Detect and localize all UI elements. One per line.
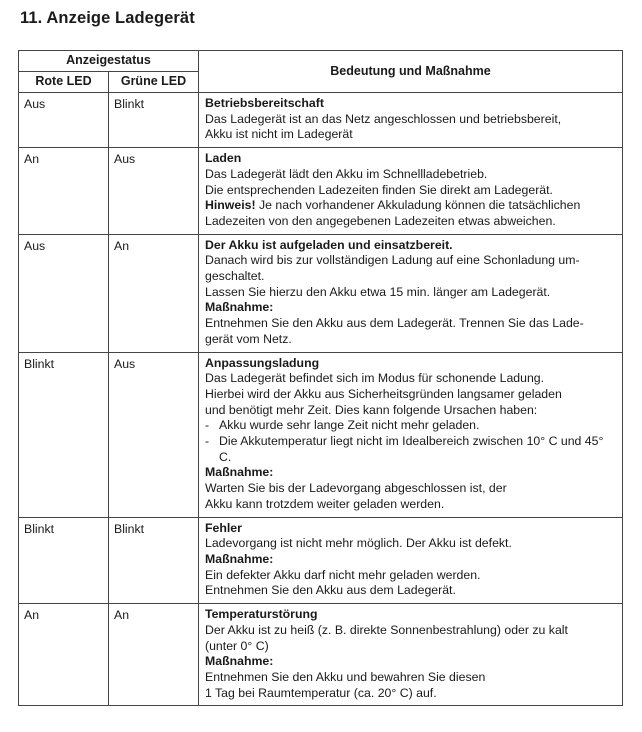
row-heading: Anpassungsladung (205, 355, 320, 370)
header-gruene-led: Grüne LED (109, 72, 199, 93)
note-line: Ladezeiten von den angegebenen Ladezeiten etwas abweichen. (205, 213, 556, 228)
row-heading: Betriebsbereitschaft (205, 96, 324, 110)
header-anzeigestatus: Anzeigestatus (19, 51, 199, 72)
description-line: Lassen Sie hierzu den Akku etwa 15 min. länger am Ladegerät. (205, 284, 551, 299)
bullet-dash: - (205, 418, 210, 433)
green-led-status: An (109, 604, 199, 706)
description-line: und benötigt mehr Zeit. Dies kann folgende Ursachen haben: (205, 402, 538, 417)
description-line: Die entsprechenden Ladezeiten finden Sie direkt am Ladegerät. (205, 182, 553, 197)
red-led-status: An (19, 148, 109, 235)
measure-label: Maßnahme: (205, 551, 274, 566)
description-line: geschaltet. (205, 269, 265, 284)
meaning-cell (199, 93, 623, 148)
description-line: Das Ladegerät befindet sich im Modus für schonende Ladung. (205, 371, 545, 386)
description-line: Das Ladegerät lädt den Akku im Schnellladebetrieb. (205, 166, 488, 181)
description-line: Der Akku ist zu heiß (z. B. direkte Sonnenbestrahlung) oder zu kalt (205, 622, 568, 637)
page-title: 11. Anzeige Ladegerät (20, 9, 195, 27)
measure-line: Warten Sie bis der Ladevorgang abgeschlossen ist, der (205, 481, 507, 496)
led-status-table (18, 50, 623, 706)
description-line: (unter 0° C) (205, 638, 269, 653)
header-bedeutung: Bedeutung und Maßnahme (199, 51, 623, 93)
green-led-status: Blinkt (109, 93, 199, 148)
header-rote-led: Rote LED (19, 72, 109, 93)
measure-line: Entnehmen Sie den Akku aus dem Ladegerät. (205, 583, 456, 598)
green-led-status: Blinkt (109, 517, 199, 604)
bullet-text: Die Akkutemperatur liegt nicht im Idealbereich zwischen 10° C und 45° C. (219, 434, 604, 464)
bullet-item (205, 418, 616, 434)
table-row (19, 352, 623, 517)
measure-label: Maßnahme: (205, 300, 274, 315)
description-line: Hierbei wird der Akku aus Sicherheitsgründen langsamer geladen (205, 386, 562, 401)
bullet-text: Akku wurde sehr lange Zeit nicht mehr geladen. (219, 418, 480, 433)
table-row (19, 148, 623, 235)
measure-line: Akku kann trotzdem weiter geladen werden. (205, 496, 445, 511)
measure-label: Maßnahme: (205, 654, 274, 669)
red-led-status: An (19, 604, 109, 706)
table-row (19, 517, 623, 604)
description-line: Akku ist nicht im Ladegerät (205, 127, 353, 142)
measure-line: 1 Tag bei Raumtemperatur (ca. 20° C) auf. (205, 685, 437, 700)
table-row (19, 234, 623, 352)
green-led-status: Aus (109, 148, 199, 235)
measure-line: Ein defekter Akku darf nicht mehr geladen werden. (205, 567, 481, 582)
green-led-status: An (109, 234, 199, 352)
red-led-status: Blinkt (19, 517, 109, 604)
table-row (19, 604, 623, 706)
green-led-status: Aus (109, 352, 199, 517)
red-led-status: Aus (19, 234, 109, 352)
measure-line: gerät vom Netz. (205, 331, 292, 346)
measure-line: Entnehmen Sie den Akku und bewahren Sie diesen (205, 669, 486, 684)
note-text: Je nach vorhandener Akkuladung können die tatsächlichen (255, 198, 581, 213)
description-line: Das Ladegerät ist an das Netz angeschlossen und betriebsbereit, (205, 111, 562, 126)
meaning-cell (199, 604, 623, 706)
meaning-cell (199, 517, 623, 604)
row-heading: Der Akku ist aufgeladen und einsatzbereit. (205, 237, 453, 252)
bullet-dash: - (205, 434, 210, 449)
measure-label: Maßnahme: (205, 465, 274, 480)
note-label: Hinweis! (205, 198, 256, 213)
table-row (19, 93, 623, 148)
meaning-cell (199, 148, 623, 235)
meaning-cell (199, 352, 623, 517)
description-line: Ladevorgang ist nicht mehr möglich. Der Akku ist defekt. (205, 536, 512, 551)
meaning-cell (199, 234, 623, 352)
description-line: Danach wird bis zur vollständigen Ladung auf eine Schonladung um- (205, 253, 580, 268)
row-heading: Laden (205, 151, 242, 166)
bullet-item (205, 434, 616, 465)
note-line (205, 198, 616, 214)
red-led-status: Aus (19, 93, 109, 148)
measure-line: Entnehmen Sie den Akku aus dem Ladegerät. Trennen Sie das Lade- (205, 316, 584, 331)
row-heading: Temperaturstörung (205, 607, 318, 622)
red-led-status: Blinkt (19, 352, 109, 517)
row-heading: Fehler (205, 520, 242, 535)
